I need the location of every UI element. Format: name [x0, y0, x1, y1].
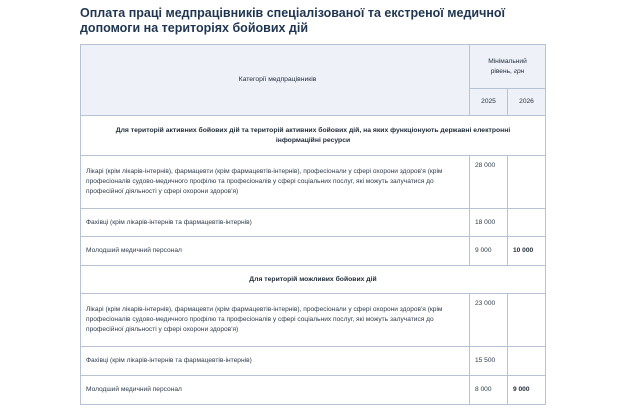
table-row: [81, 237, 546, 266]
row-category: Фахівці (крім лікарів-інтернів та фармацевтів-інтернів): [81, 209, 470, 237]
table-row: [81, 376, 546, 405]
table-row: [81, 294, 546, 347]
row-value-2025: 18 000: [470, 209, 508, 237]
header-min-level-text-2: рівень,: [490, 67, 512, 75]
section-title: Для територій можливих бойових дій: [81, 266, 546, 294]
header-category: Категорії медпрацівників: [81, 45, 470, 116]
row-category: Лікарі (крім лікарів-інтернів), фармацевти (крім фармацевтів-інтернів), професіонали у сфері охорони здоров'я (крім професіоналів судово-медичного профілю та професіоналів у сфері соціальних послуг, які можуть залучатися до професійної діяльності у сфері охорони здоров'я): [81, 294, 470, 347]
section-row-active: [81, 116, 546, 156]
table-row: [81, 347, 546, 376]
header-currency: грн: [513, 67, 525, 75]
section-title: Для територій активних бойових дій та територій активних бойових дій, на яких функціонують державні електронні інформаційні ресурси: [81, 116, 546, 156]
row-value-2025: 23 000: [470, 294, 508, 347]
header-min-level: [470, 45, 546, 89]
row-value-2025: 8 000: [470, 376, 508, 405]
row-category: Лікарі (крім лікарів-інтернів), фармацевти (крім фармацевтів-інтернів), професіонали у сфері охорони здоров'я (крім професіоналів судово-медичного профілю та професіоналів у сфері соціальних послуг, які можуть залучатися до професійної діяльності у сфері охорони здоров'я): [81, 156, 470, 209]
page-title: Оплата праці медпрацівників спеціалізованої та екстреної медичної допомоги на територіях бойових дій: [80, 6, 506, 35]
header-year-2025: 2025: [470, 89, 508, 116]
row-value-2026: 10 000: [508, 237, 546, 266]
row-category: Фахівці (крім лікарів-інтернів та фармацевтів-інтернів): [81, 347, 470, 376]
section-row-possible: [81, 266, 546, 294]
row-value-2025: 9 000: [470, 237, 508, 266]
row-value-2026: 9 000: [508, 376, 546, 405]
table-header-row: [81, 45, 546, 89]
row-value-2026: [508, 209, 546, 237]
header-year-2026: 2026: [508, 89, 546, 116]
row-category: Молодший медичний персонал: [81, 237, 470, 266]
row-value-2026: [508, 156, 546, 209]
row-value-2025: 28 000: [470, 156, 508, 209]
row-value-2026: [508, 347, 546, 376]
row-category: Молодший медичний персонал: [81, 376, 470, 405]
row-value-2025: 15 500: [470, 347, 508, 376]
table-row: [81, 209, 546, 237]
table-row: [81, 156, 546, 209]
salary-table: [80, 44, 546, 405]
row-value-2026: [508, 294, 546, 347]
header-min-level-text: Мінімальний: [488, 57, 527, 65]
